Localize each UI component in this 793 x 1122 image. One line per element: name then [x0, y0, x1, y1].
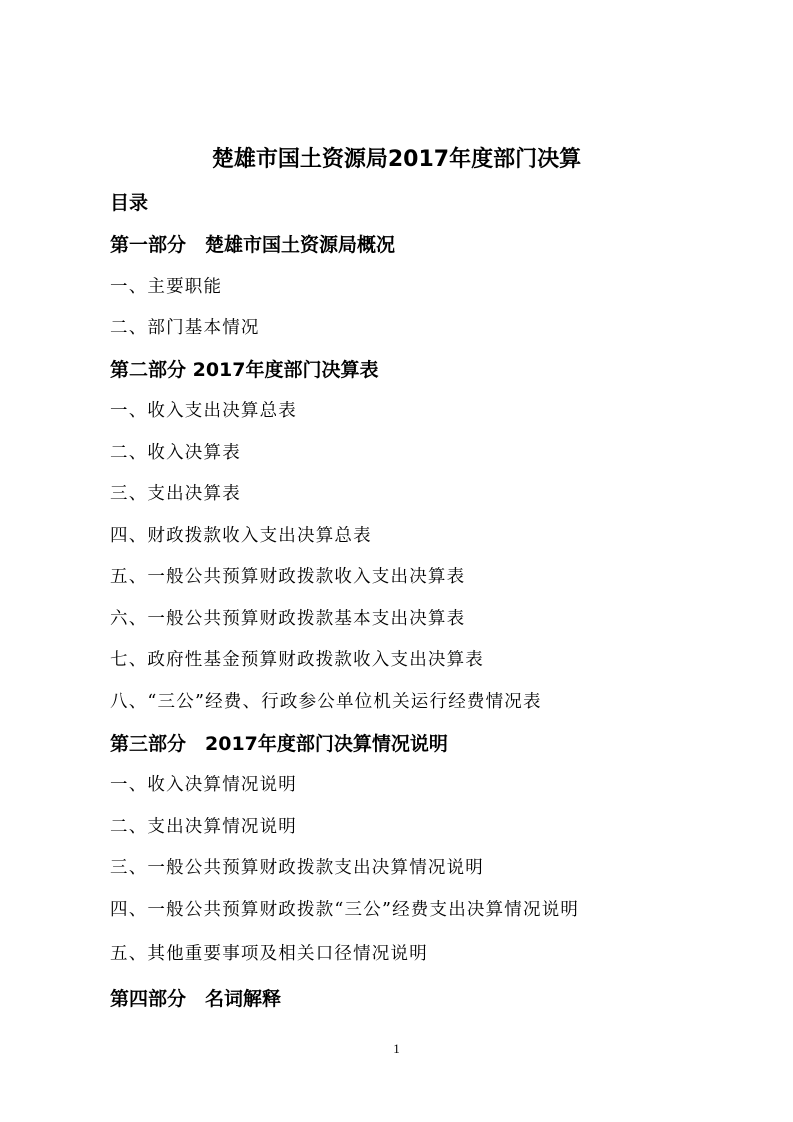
toc-item: 八、“三公”经费、行政参公单位机关运行经费情况表 — [110, 692, 542, 712]
part-1-heading: 第一部分 楚雄市国土资源局概况 — [110, 234, 396, 256]
part-4-heading: 第四部分 名词解释 — [110, 988, 282, 1010]
toc-item: 七、政府性基金预算财政拨款收入支出决算表 — [110, 650, 484, 670]
toc-item: 一、收入决算情况说明 — [110, 775, 297, 795]
part-3-heading: 第三部分 2017年度部门决算情况说明 — [110, 733, 448, 755]
toc-item: 四、一般公共预算财政拨款“三公”经费支出决算情况说明 — [110, 900, 580, 920]
toc-item: 三、支出决算表 — [110, 484, 241, 504]
page-number: 1 — [393, 1041, 400, 1056]
toc-item: 五、一般公共预算财政拨款收入支出决算表 — [110, 567, 466, 587]
toc-item: 五、其他重要事项及相关口径情况说明 — [110, 944, 428, 964]
toc-item: 三、一般公共预算财政拨款支出决算情况说明 — [110, 858, 484, 878]
toc-label: 目录 — [110, 192, 149, 214]
toc-item: 二、收入决算表 — [110, 443, 241, 463]
toc-item: 一、主要职能 — [110, 277, 223, 297]
toc-item: 二、部门基本情况 — [110, 318, 260, 338]
toc-item: 一、收入支出决算总表 — [110, 401, 297, 421]
toc-item: 六、一般公共预算财政拨款基本支出决算表 — [110, 609, 466, 629]
part-2-heading: 第二部分 2017年度部门决算表 — [110, 359, 379, 381]
toc-item: 二、支出决算情况说明 — [110, 817, 297, 837]
page-title: 楚雄市国土资源局2017年度部门决算 — [211, 147, 582, 172]
toc-item: 四、财政拨款收入支出决算总表 — [110, 526, 372, 546]
